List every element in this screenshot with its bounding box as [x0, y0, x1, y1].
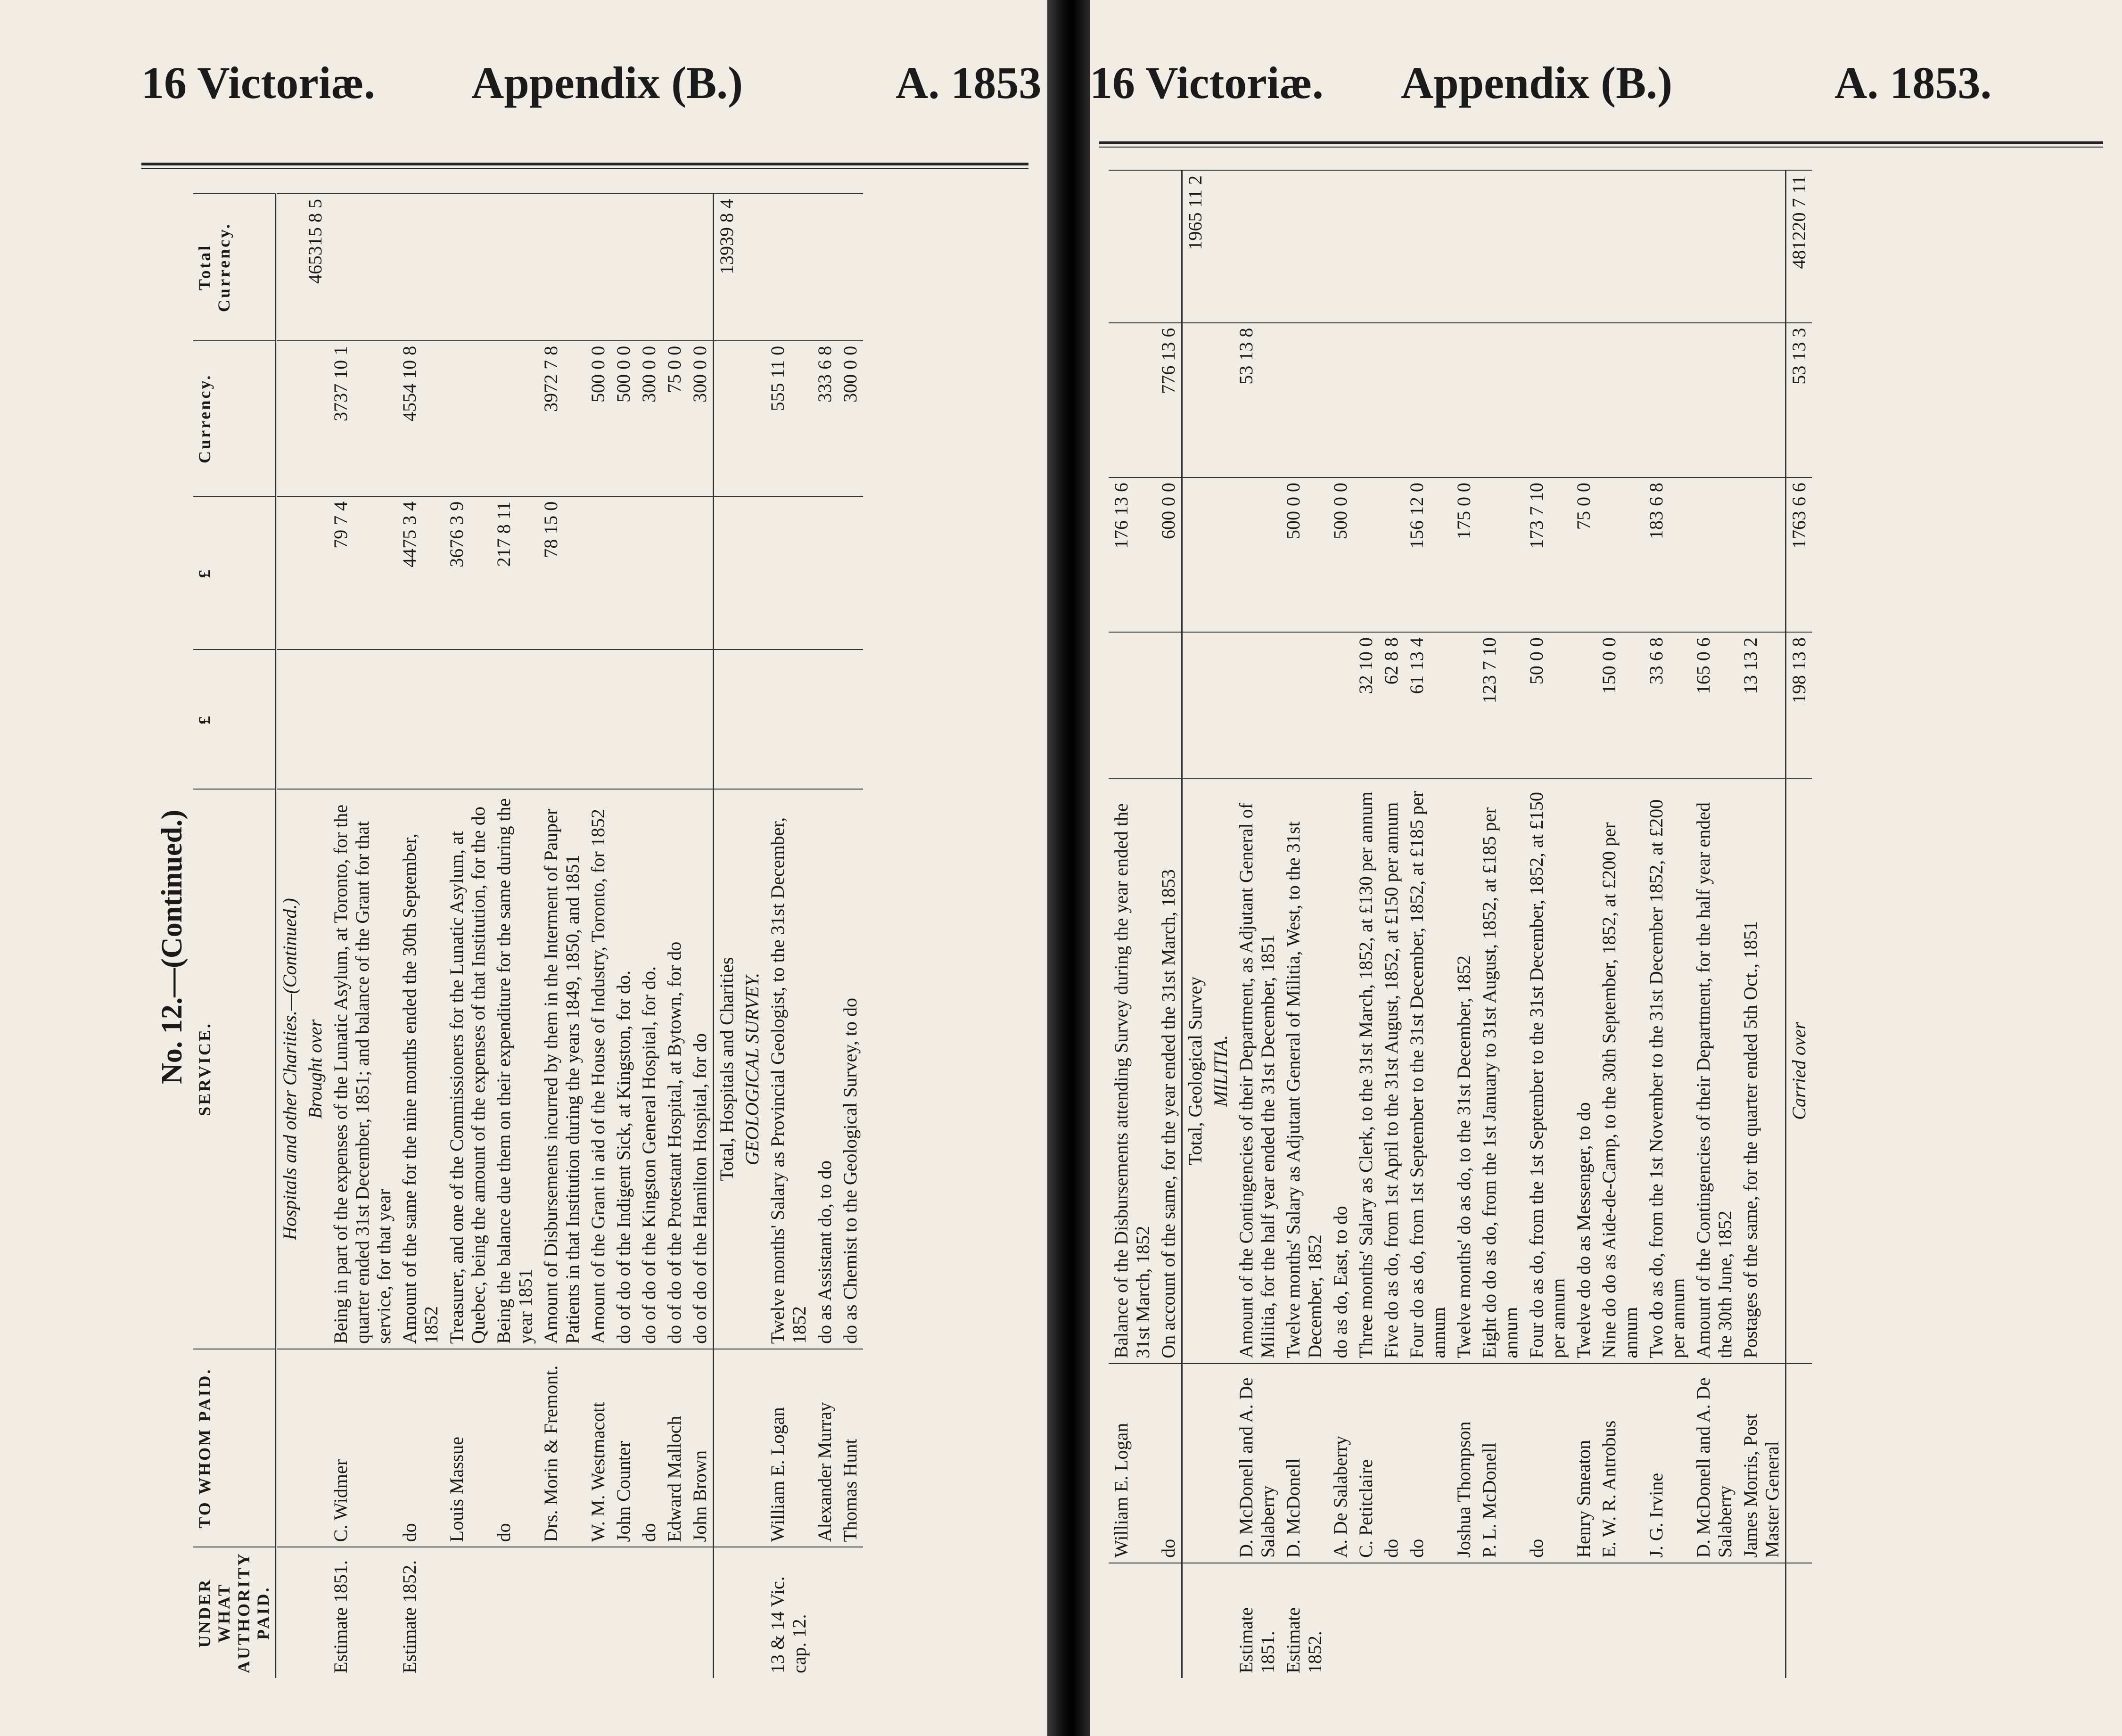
table-row [1596, 170, 1644, 1678]
row-amount1 [611, 650, 636, 789]
header-rule-thin [1099, 147, 2103, 148]
row-service: do of do of the Protestant Hospital, at Bytown, for do [662, 789, 687, 1349]
row-payee: Louis Massue [444, 1349, 491, 1547]
row-amount3 [1379, 323, 1404, 477]
row-payee: C. Widmer [328, 1349, 397, 1547]
right-page [1090, 0, 2122, 1736]
row-authority [1477, 1563, 1524, 1678]
row-authority [1524, 1563, 1571, 1678]
row-amount1: 165 0 6 [1691, 632, 1738, 778]
col-service: SERVICE. [193, 789, 276, 1349]
row-service: Being the balance due them on their expenditure for the same during the year 1851 [491, 789, 538, 1349]
row-amount3 [1328, 323, 1353, 477]
row-amount1 [585, 650, 611, 789]
row-authority [1571, 1563, 1596, 1678]
carried-over-c1: 198 13 8 [1786, 632, 1812, 778]
header-center: Appendix (B.) [471, 58, 743, 108]
row-payee: do [1156, 1364, 1182, 1563]
row-authority [687, 1547, 714, 1678]
geo-section-title: GEOLOGICAL SURVEY. [740, 789, 765, 1349]
row-amount2: 75 0 0 [1571, 477, 1596, 632]
row-amount2 [662, 496, 687, 650]
table-row [1477, 170, 1524, 1678]
row-amount3 [1738, 323, 1786, 477]
row-amount1 [1571, 632, 1596, 778]
row-amount2: 500 0 0 [1328, 477, 1353, 632]
row-authority: Estimate 1851. [328, 1547, 397, 1678]
col-total: Total Currency. [193, 194, 276, 341]
hospitals-total-label: Total, Hospitals and Charities [713, 789, 740, 1349]
brought-over-row [303, 194, 328, 1678]
row-payee: A. De Salaberry [1328, 1364, 1353, 1563]
row-amount3 [1353, 323, 1379, 477]
row-payee: Thomas Hunt [838, 1349, 863, 1547]
table-row [538, 194, 585, 1678]
row-amount2 [1353, 477, 1379, 632]
row-service: Four do as do, from 1st September to the 31st December, 1852, at £185 per annum [1404, 778, 1451, 1364]
row-payee: Alexander Murray [812, 1349, 838, 1547]
table-row [1524, 170, 1571, 1678]
row-amount1 [636, 650, 662, 789]
row-payee: do [491, 1349, 538, 1547]
row-authority [662, 1547, 687, 1678]
row-amount3: 333 6 8 [812, 341, 838, 496]
row-payee: John Counter [611, 1349, 636, 1547]
row-amount3: 300 0 0 [636, 341, 662, 496]
row-amount1: 50 0 0 [1524, 632, 1571, 778]
row-service: Amount of the Contingencies of their Department, as Adjutant General of Militia, for the half year ended the 31st December, 1851 [1234, 778, 1281, 1364]
col-currency: Currency. [193, 341, 276, 496]
militia-title-row [1208, 170, 1234, 1678]
row-payee: J. G. Irvine [1644, 1364, 1691, 1563]
carried-over-c2: 1763 6 6 [1786, 477, 1812, 632]
col-sub1: £ [193, 650, 276, 789]
row-payee: James Morris, Post Master General [1738, 1364, 1786, 1563]
row-amount1 [687, 650, 714, 789]
carried-over-row [1786, 170, 1812, 1678]
row-amount2: 173 7 10 [1524, 477, 1571, 632]
header-rule [141, 163, 1028, 165]
row-payee: do [1379, 1364, 1404, 1563]
row-payee: P. L. McDonell [1477, 1364, 1524, 1563]
row-authority [1451, 1563, 1477, 1678]
header-center: Appendix (B.) [1401, 58, 1673, 108]
row-amount1: 62 8 8 [1379, 632, 1404, 778]
row-payee: Drs. Morin & Fremont. [538, 1349, 585, 1547]
row-amount3 [1644, 323, 1691, 477]
row-amount2: 78 15 0 [538, 496, 585, 650]
row-amount1 [1281, 632, 1328, 778]
row-amount3: 75 0 0 [662, 341, 687, 496]
row-amount2: 156 12 0 [1404, 477, 1451, 632]
row-amount1: 150 0 0 [1596, 632, 1644, 778]
row-payee: W. M. Westmacott [585, 1349, 611, 1547]
row-service: Three months' Salary as Clerk, to the 31st March, 1852, at £130 per annum [1353, 778, 1379, 1364]
table-row [838, 194, 863, 1678]
row-authority [838, 1547, 863, 1678]
left-accounts-table [193, 193, 863, 1678]
row-amount3 [1691, 323, 1738, 477]
row-authority [1596, 1563, 1644, 1678]
table-row [1404, 170, 1451, 1678]
table-row [687, 194, 714, 1678]
row-payee: D. McDonell [1281, 1364, 1328, 1563]
table-header-row [193, 194, 276, 1678]
hospitals-total-row [713, 194, 740, 1678]
table-row [397, 194, 444, 1678]
row-authority [1379, 1563, 1404, 1678]
row-amount3: 500 0 0 [611, 341, 636, 496]
row-amount3: 500 0 0 [585, 341, 611, 496]
row-authority: Estimate 1851. [1234, 1563, 1281, 1678]
table-row [1109, 170, 1156, 1678]
hospitals-total-value: 13939 8 4 [713, 194, 740, 341]
row-amount1 [1328, 632, 1353, 778]
col-sub2: £ [193, 496, 276, 650]
table-row [1571, 170, 1596, 1678]
row-payee: do [1404, 1364, 1451, 1563]
row-payee: D. McDonell and A. De Salaberry [1691, 1364, 1738, 1563]
row-amount2 [1234, 477, 1281, 632]
row-service: Amount of the Contingencies of their Department, for the half year ended the 30th June, 1852 [1691, 778, 1738, 1364]
row-authority [1738, 1563, 1786, 1678]
row-service: Five do as do, from 1st April to the 31st August, 1852, at £150 per annum [1379, 778, 1404, 1364]
row-authority: Estimate 1852. [1281, 1563, 1328, 1678]
header-right: A. 1853 [896, 58, 1042, 108]
row-amount1 [328, 650, 397, 789]
row-amount1: 13 13 2 [1738, 632, 1786, 778]
row-authority [1644, 1563, 1691, 1678]
row-service: Amount of the Grant in aid of the House of Industry, Toronto, for 1852 [585, 789, 611, 1349]
table-row [1644, 170, 1691, 1678]
right-table-rotated [1109, 170, 1812, 1678]
row-amount2 [1379, 477, 1404, 632]
row-amount3: 53 13 8 [1234, 323, 1281, 477]
geo-total-label: Total, Geological Survey [1182, 778, 1209, 1364]
row-amount2: 600 0 0 [1156, 477, 1182, 632]
table-row [611, 194, 636, 1678]
row-amount2 [611, 496, 636, 650]
row-authority [1404, 1563, 1451, 1678]
row-amount3 [1477, 323, 1524, 477]
table-row [1451, 170, 1477, 1678]
row-authority [611, 1547, 636, 1678]
row-amount2: 183 6 8 [1644, 477, 1691, 632]
row-authority [1109, 1563, 1156, 1678]
table-row [1281, 170, 1328, 1678]
row-amount3: 3972 7 8 [538, 341, 585, 496]
row-amount3: 3737 10 1 [328, 341, 397, 496]
table-row [636, 194, 662, 1678]
row-amount2 [1477, 477, 1524, 632]
table-row [1156, 170, 1182, 1678]
carried-over-label: Carried over [1786, 778, 1812, 1364]
left-page [0, 0, 1047, 1736]
table-row [328, 194, 397, 1678]
row-payee: D. McDonell and A. De Salaberry [1234, 1364, 1281, 1563]
row-authority [1691, 1563, 1738, 1678]
row-amount2 [1596, 477, 1644, 632]
row-payee: William E. Logan [1109, 1364, 1156, 1563]
table-row [1234, 170, 1281, 1678]
row-payee: Edward Malloch [662, 1349, 687, 1547]
row-service: Nine do do as Aide-de-Camp, to the 30th September, 1852, at £200 per annum [1596, 778, 1644, 1364]
row-service: Twelve months' Salary as Provincial Geologist, to the 31st December, 1852 [765, 789, 812, 1349]
row-authority [585, 1547, 611, 1678]
geo-total-value: 1965 11 2 [1182, 170, 1209, 323]
row-service: do as Assistant do, to do [812, 789, 838, 1349]
row-service: Balance of the Disbursements attending Survey during the year ended the 31st March, 1852 [1109, 778, 1156, 1364]
row-service: do as do, East, to do [1328, 778, 1353, 1364]
row-payee: E. W. R. Antrobus [1596, 1364, 1644, 1563]
table-row [812, 194, 838, 1678]
row-amount1 [1156, 632, 1182, 778]
row-payee: Joshua Thompson [1451, 1364, 1477, 1563]
row-amount3 [1596, 323, 1644, 477]
row-authority: Estimate 1852. [397, 1547, 444, 1678]
table-row [1353, 170, 1379, 1678]
row-amount2 [687, 496, 714, 650]
row-amount3: 776 13 6 [1156, 323, 1182, 477]
header-left: 16 Victoriæ. [1090, 58, 1324, 108]
table-number-title: No. 12.—(Continued.) [156, 809, 188, 1084]
row-payee: C. Petitclaire [1353, 1364, 1379, 1563]
row-amount2 [636, 496, 662, 650]
row-payee: do [1524, 1364, 1571, 1563]
row-payee: do [636, 1349, 662, 1547]
row-service: Amount of the same for the nine months ended the 30th September, 1852 [397, 789, 444, 1349]
row-authority [1328, 1563, 1353, 1678]
row-amount2 [1691, 477, 1738, 632]
row-amount2: 500 0 0 [1281, 477, 1328, 632]
row-authority [444, 1547, 491, 1678]
row-amount1 [444, 650, 491, 789]
table-row [444, 194, 491, 1678]
row-amount3 [491, 341, 538, 496]
row-amount1 [1234, 632, 1281, 778]
row-amount3: 300 0 0 [838, 341, 863, 496]
row-service: do of do of the Kingston General Hospital, for do. [636, 789, 662, 1349]
row-amount2: 175 0 0 [1451, 477, 1477, 632]
carried-over-c3: 53 13 3 [1786, 323, 1812, 477]
row-payee: do [397, 1349, 444, 1547]
section-title-row [276, 194, 303, 1678]
row-service: On account of the same, for the year ended the 31st March, 1853 [1156, 778, 1182, 1364]
row-amount1 [662, 650, 687, 789]
row-amount3: 4554 10 8 [397, 341, 444, 496]
row-amount2 [1738, 477, 1786, 632]
row-amount2: 176 13 6 [1109, 477, 1156, 632]
row-service: Eight do do as do, from the 1st January to 31st August, 1852, at £185 per annum [1477, 778, 1524, 1364]
row-amount1 [491, 650, 538, 789]
row-amount1 [1109, 632, 1156, 778]
table-row [585, 194, 611, 1678]
row-service: Twelve months' Salary as Adjutant General of Militia, West, to the 31st December, 1852 [1281, 778, 1328, 1364]
left-table-rotated [193, 193, 863, 1678]
row-service: Twelve months' do as do, to the 31st December, 1852 [1451, 778, 1477, 1364]
carried-over-total: 481220 7 11 [1786, 170, 1812, 323]
header-rule-thin [141, 168, 1028, 169]
table-row [491, 194, 538, 1678]
row-amount2: 3676 3 9 [444, 496, 491, 650]
row-amount3: 555 11 0 [765, 341, 812, 496]
table-row [1691, 170, 1738, 1678]
section-title: Hospitals and other Charities.—(Continued.) [276, 789, 303, 1349]
row-amount2: 79 7 4 [328, 496, 397, 650]
row-amount1 [538, 650, 585, 789]
row-authority [1156, 1563, 1182, 1678]
table-row [1738, 170, 1786, 1678]
header-left: 16 Victoriæ. [141, 58, 375, 108]
table-row [1379, 170, 1404, 1678]
col-authority: UNDER WHAT AUTHORITY PAID. [193, 1547, 276, 1678]
geo-title-row [740, 194, 765, 1678]
table-row [662, 194, 687, 1678]
militia-section-title: MILITIA. [1208, 778, 1234, 1364]
row-service: do of do of the Indigent Sick, at Kingston, for do. [611, 789, 636, 1349]
row-payee: John Brown [687, 1349, 714, 1547]
row-authority [812, 1547, 838, 1678]
row-amount3 [1571, 323, 1596, 477]
row-amount2: 4475 3 4 [397, 496, 444, 650]
brought-over-label: Brought over [303, 789, 328, 1349]
row-amount3 [1524, 323, 1571, 477]
row-amount1 [1451, 632, 1477, 778]
row-payee: Henry Smeaton [1571, 1364, 1596, 1563]
row-service: Treasurer, and one of the Commissioners for the Lunatic Asylum, at Quebec, being the amount of the expenses of that Institution, for the do [444, 789, 491, 1349]
row-service: Four do as do, from the 1st September to the 31st December, 1852, at £150 per annum [1524, 778, 1571, 1364]
row-authority [1353, 1563, 1379, 1678]
row-amount1: 61 13 4 [1404, 632, 1451, 778]
row-amount1: 123 7 10 [1477, 632, 1524, 778]
row-payee: William E. Logan [765, 1349, 812, 1547]
row-amount1: 33 6 8 [1644, 632, 1691, 778]
row-service: Postages of the same, for the quarter ended 5th Oct., 1851 [1738, 778, 1786, 1364]
geo-total-row [1182, 170, 1209, 1678]
right-accounts-table [1109, 170, 1812, 1678]
row-amount1 [397, 650, 444, 789]
col-payee: TO WHOM PAID. [193, 1349, 276, 1547]
brought-over-total: 465315 8 5 [303, 194, 328, 341]
row-amount3 [1109, 323, 1156, 477]
row-amount3 [1451, 323, 1477, 477]
header-rule [1099, 141, 2103, 144]
table-row [1328, 170, 1353, 1678]
row-service: Two do as do, from the 1st November to the 31st December 1852, at £200 per annum [1644, 778, 1691, 1364]
row-amount3 [1404, 323, 1451, 477]
book-gutter [1047, 0, 1090, 1736]
row-service: do of do of the Hamilton Hospital, for do [687, 789, 714, 1349]
header-right: A. 1853. [1834, 58, 1992, 108]
row-amount2: 217 8 11 [491, 496, 538, 650]
table-row [765, 194, 812, 1678]
row-authority [636, 1547, 662, 1678]
row-amount1: 32 10 0 [1353, 632, 1379, 778]
row-service: Twelve do do as Messenger, to do [1571, 778, 1596, 1364]
row-service: Being in part of the expenses of the Lunatic Asylum, at Toronto, for the quarter ended 31st December, 1851; and balance of the Grant for that service, for that year [328, 789, 397, 1349]
row-amount3: 300 0 0 [687, 341, 714, 496]
row-authority [491, 1547, 538, 1678]
row-service: Amount of Disbursements incurred by them in the Interment of Pauper Patients in that Institution during the years 1849, 1850, and 1851 [538, 789, 585, 1349]
row-amount2 [585, 496, 611, 650]
row-authority: 13 & 14 Vic. cap. 12. [765, 1547, 812, 1678]
row-service: do as Chemist to the Geological Survey, to do [838, 789, 863, 1349]
row-amount3 [444, 341, 491, 496]
row-amount3 [1281, 323, 1328, 477]
row-authority [538, 1547, 585, 1678]
